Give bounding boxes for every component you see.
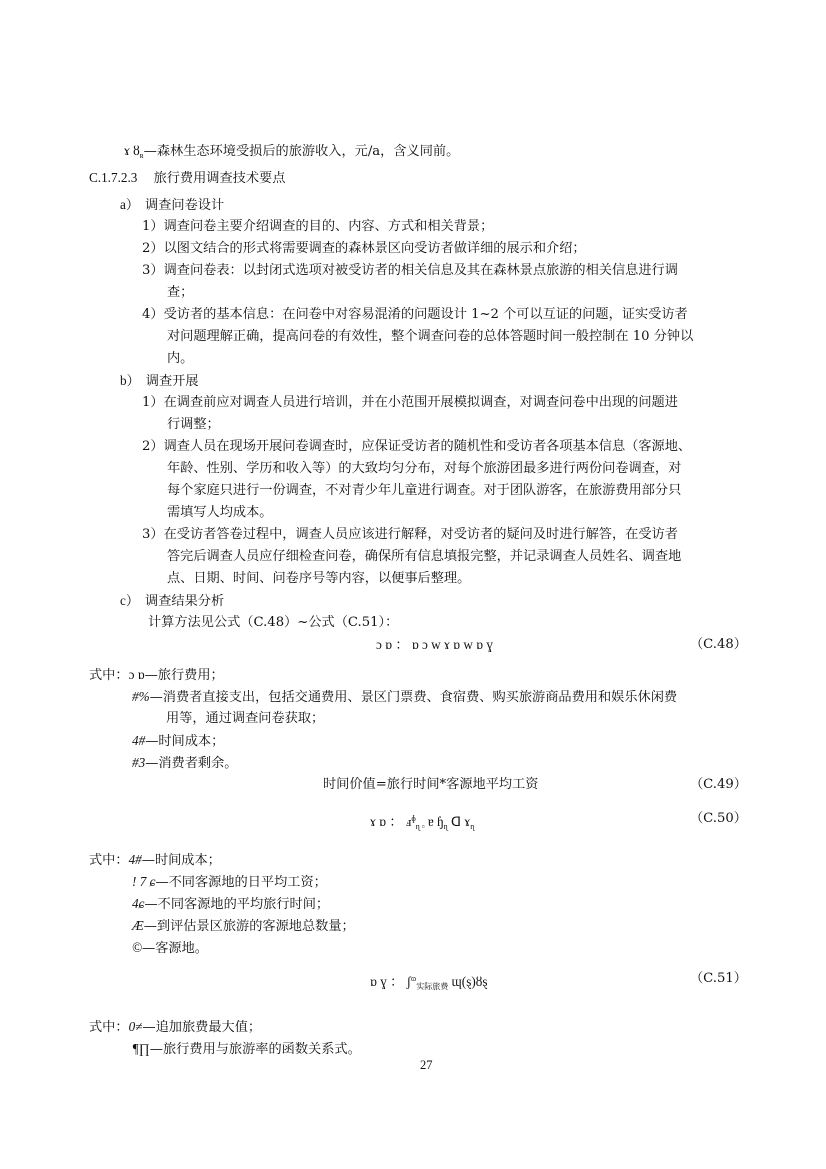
variable-description: —旅行费用与旅游率的函数关系式。 bbox=[149, 1042, 361, 1057]
list-item: 1）调查问卷主要介绍调查的目的、内容、方式和相关背景； bbox=[142, 219, 494, 234]
variable-description: —消费者剩余。 bbox=[145, 756, 238, 771]
equation-term: ᗡ ɤ bbox=[450, 814, 471, 829]
where-line bbox=[89, 1018, 261, 1036]
where-line bbox=[132, 895, 329, 913]
where-line bbox=[132, 732, 224, 750]
variable-symbol: 4# bbox=[128, 852, 142, 867]
list-item: 2）调查人员在现场开展问卷调查时，应保证受访者的随机性和受访者各项基本信息（客源地、 bbox=[142, 439, 692, 454]
variable-description: —到评估景区旅游的客源地总数量； bbox=[143, 919, 355, 934]
list-item: 3）调查问卷表：以封闭式选项对被受访者的相关信息及其在森林景点旅游的相关信息进行调 bbox=[142, 263, 678, 278]
list-item-continuation: 内。 bbox=[167, 351, 194, 366]
variable-description: —消费者直接支出，包括交通费用、景区门票费、食宿费、购买旅游商品费用和娱乐休闲费 bbox=[149, 690, 678, 705]
part-b-heading bbox=[120, 372, 199, 390]
variable-symbol: 4# bbox=[132, 733, 146, 748]
equation-c48: ɔ ɒ ： ɒ ɔ w ɤ ɒ w ɒ ɣ bbox=[376, 637, 493, 652]
integral-lower: 实际旅费 bbox=[416, 982, 449, 991]
where-line bbox=[132, 754, 238, 772]
part-b-title: 调查开展 bbox=[145, 374, 199, 389]
equation-c50 bbox=[370, 810, 474, 835]
variable-definition-line bbox=[124, 142, 459, 164]
part-a-title: 调查问卷设计 bbox=[145, 198, 225, 213]
variable-symbol: 4ɕ bbox=[132, 896, 145, 911]
list-item-continuation: 年龄、性别、学历和收入等）的大致均匀分布，对每个旅游团最多进行两份问卷调查，对 bbox=[167, 461, 682, 476]
list-item: 2）以图文结合的形式将需要调查的森林景区向受访者做详细的展示和介绍； bbox=[142, 241, 586, 256]
summation-lower: ɳ ▫ bbox=[415, 822, 425, 831]
equation-number-c48: （C.48） bbox=[690, 637, 747, 652]
part-a-heading bbox=[120, 196, 224, 214]
where-line bbox=[132, 688, 677, 706]
part-c-heading bbox=[120, 592, 224, 610]
where-line bbox=[89, 666, 224, 684]
variable-description: —不同客源地的平均旅行时间； bbox=[144, 897, 330, 912]
variable-symbol: ! 7 ɕ bbox=[132, 874, 156, 889]
equation-number-c49: （C.49） bbox=[690, 777, 747, 792]
list-item-continuation: 对问题理解正确，提高问卷的有效性，整个调查问卷的总体答题时间一般控制在 10 分钟以 bbox=[167, 329, 694, 344]
calculation-intro: 计算方法见公式（C.48）~公式（C.51）： bbox=[148, 615, 399, 630]
equation-term: ɰ(ȿ)ȣȿ bbox=[451, 974, 488, 989]
variable-symbol: ɔ ɒ bbox=[128, 667, 145, 682]
equation-subscript: ɳ bbox=[443, 822, 448, 831]
variable-symbol: Æ bbox=[132, 918, 144, 933]
integral-icon: ʃ bbox=[406, 974, 411, 989]
variable-description: —森林生态环境受损后的旅游收入，元/a，含义同前。 bbox=[143, 144, 460, 159]
equation-c51 bbox=[370, 970, 487, 995]
variable-description: —旅行费用； bbox=[144, 668, 224, 683]
list-item: 1）在调查前应对调查人员进行培训，并在小范围开展模拟调查，对调查问卷中出现的问题进 bbox=[142, 395, 678, 410]
equation-lhs: ɒ ɣ ： bbox=[370, 974, 404, 989]
variable-description: —时间成本； bbox=[141, 853, 221, 868]
where-line bbox=[132, 939, 208, 957]
variable-symbol: ¶∏ bbox=[132, 1041, 150, 1056]
where-prefix: 式中： bbox=[89, 668, 129, 683]
equation-subscript: ɳ bbox=[470, 822, 475, 831]
variable-symbol: #% bbox=[132, 689, 150, 704]
page-number: 27 bbox=[420, 1058, 433, 1072]
part-b-marker: b） bbox=[120, 373, 140, 388]
variable-symbol: 0≠ bbox=[128, 1019, 143, 1034]
section-heading bbox=[89, 169, 285, 187]
where-line bbox=[132, 873, 327, 891]
variable-description: —追加旅费最大值； bbox=[142, 1020, 262, 1035]
list-item-continuation: 每个家庭只进行一份调查，不对青少年儿童进行调查。对于团队游客，在旅游费用部分只 bbox=[167, 483, 682, 498]
list-item-continuation: 答完后调查人员应仔细检查问卷，确保所有信息填报完整，并记录调查人员姓名、调查地 bbox=[167, 549, 682, 564]
variable-symbol: ɤ ȣ bbox=[124, 143, 140, 158]
summation-upper: ɸ bbox=[411, 814, 416, 823]
variable-description: —客源地。 bbox=[142, 941, 208, 956]
part-c-title: 调查结果分析 bbox=[145, 594, 225, 609]
part-c-marker: c） bbox=[120, 593, 140, 608]
list-item-continuation: 需填写人均成本。 bbox=[167, 505, 273, 520]
equation-c49: 时间价值=旅行时间*客源地平均工资 bbox=[323, 777, 539, 792]
list-item: 4）受访者的基本信息：在问卷中对容易混淆的问题设计 1~2 个可以互证的问题，证实受访者 bbox=[142, 307, 688, 322]
summation-icon: ⅎ bbox=[405, 814, 412, 829]
list-item: 3）在受访者答卷过程中，调查人员应该进行解释，对受访者的疑问及时进行解答，在受访者 bbox=[142, 527, 678, 542]
list-item-continuation: 点、日期、时间、问卷序号等内容，以便事后整理。 bbox=[167, 571, 471, 586]
variable-subscript: ʀ bbox=[139, 151, 144, 160]
where-prefix: 式中： bbox=[89, 853, 129, 868]
list-item-continuation: 行调整； bbox=[167, 417, 220, 432]
equation-number-c51: （C.51） bbox=[690, 971, 747, 986]
equation-number-c50: （C.50） bbox=[690, 811, 747, 826]
where-line bbox=[132, 1040, 361, 1058]
variable-symbol: #3 bbox=[132, 755, 146, 770]
where-prefix: 式中： bbox=[89, 1020, 129, 1035]
variable-symbol: © bbox=[132, 940, 143, 955]
section-title: 旅行费用调查技术要点 bbox=[153, 171, 286, 186]
equation-lhs: ɤ ɒ ： bbox=[370, 814, 403, 829]
integral-upper: ɷ bbox=[410, 974, 417, 983]
part-a-marker: a） bbox=[120, 197, 140, 212]
where-line-continuation: 用等，通过调查问卷获取； bbox=[166, 711, 325, 726]
where-line bbox=[89, 851, 221, 869]
variable-description: —不同客源地的日平均工资； bbox=[155, 875, 327, 890]
list-item-continuation: 查； bbox=[167, 285, 194, 300]
variable-description: —时间成本； bbox=[145, 734, 225, 749]
equation-term: ɐ ɧ bbox=[427, 814, 444, 829]
where-line bbox=[132, 917, 355, 935]
section-number: C.1.7.2.3 bbox=[89, 170, 138, 185]
